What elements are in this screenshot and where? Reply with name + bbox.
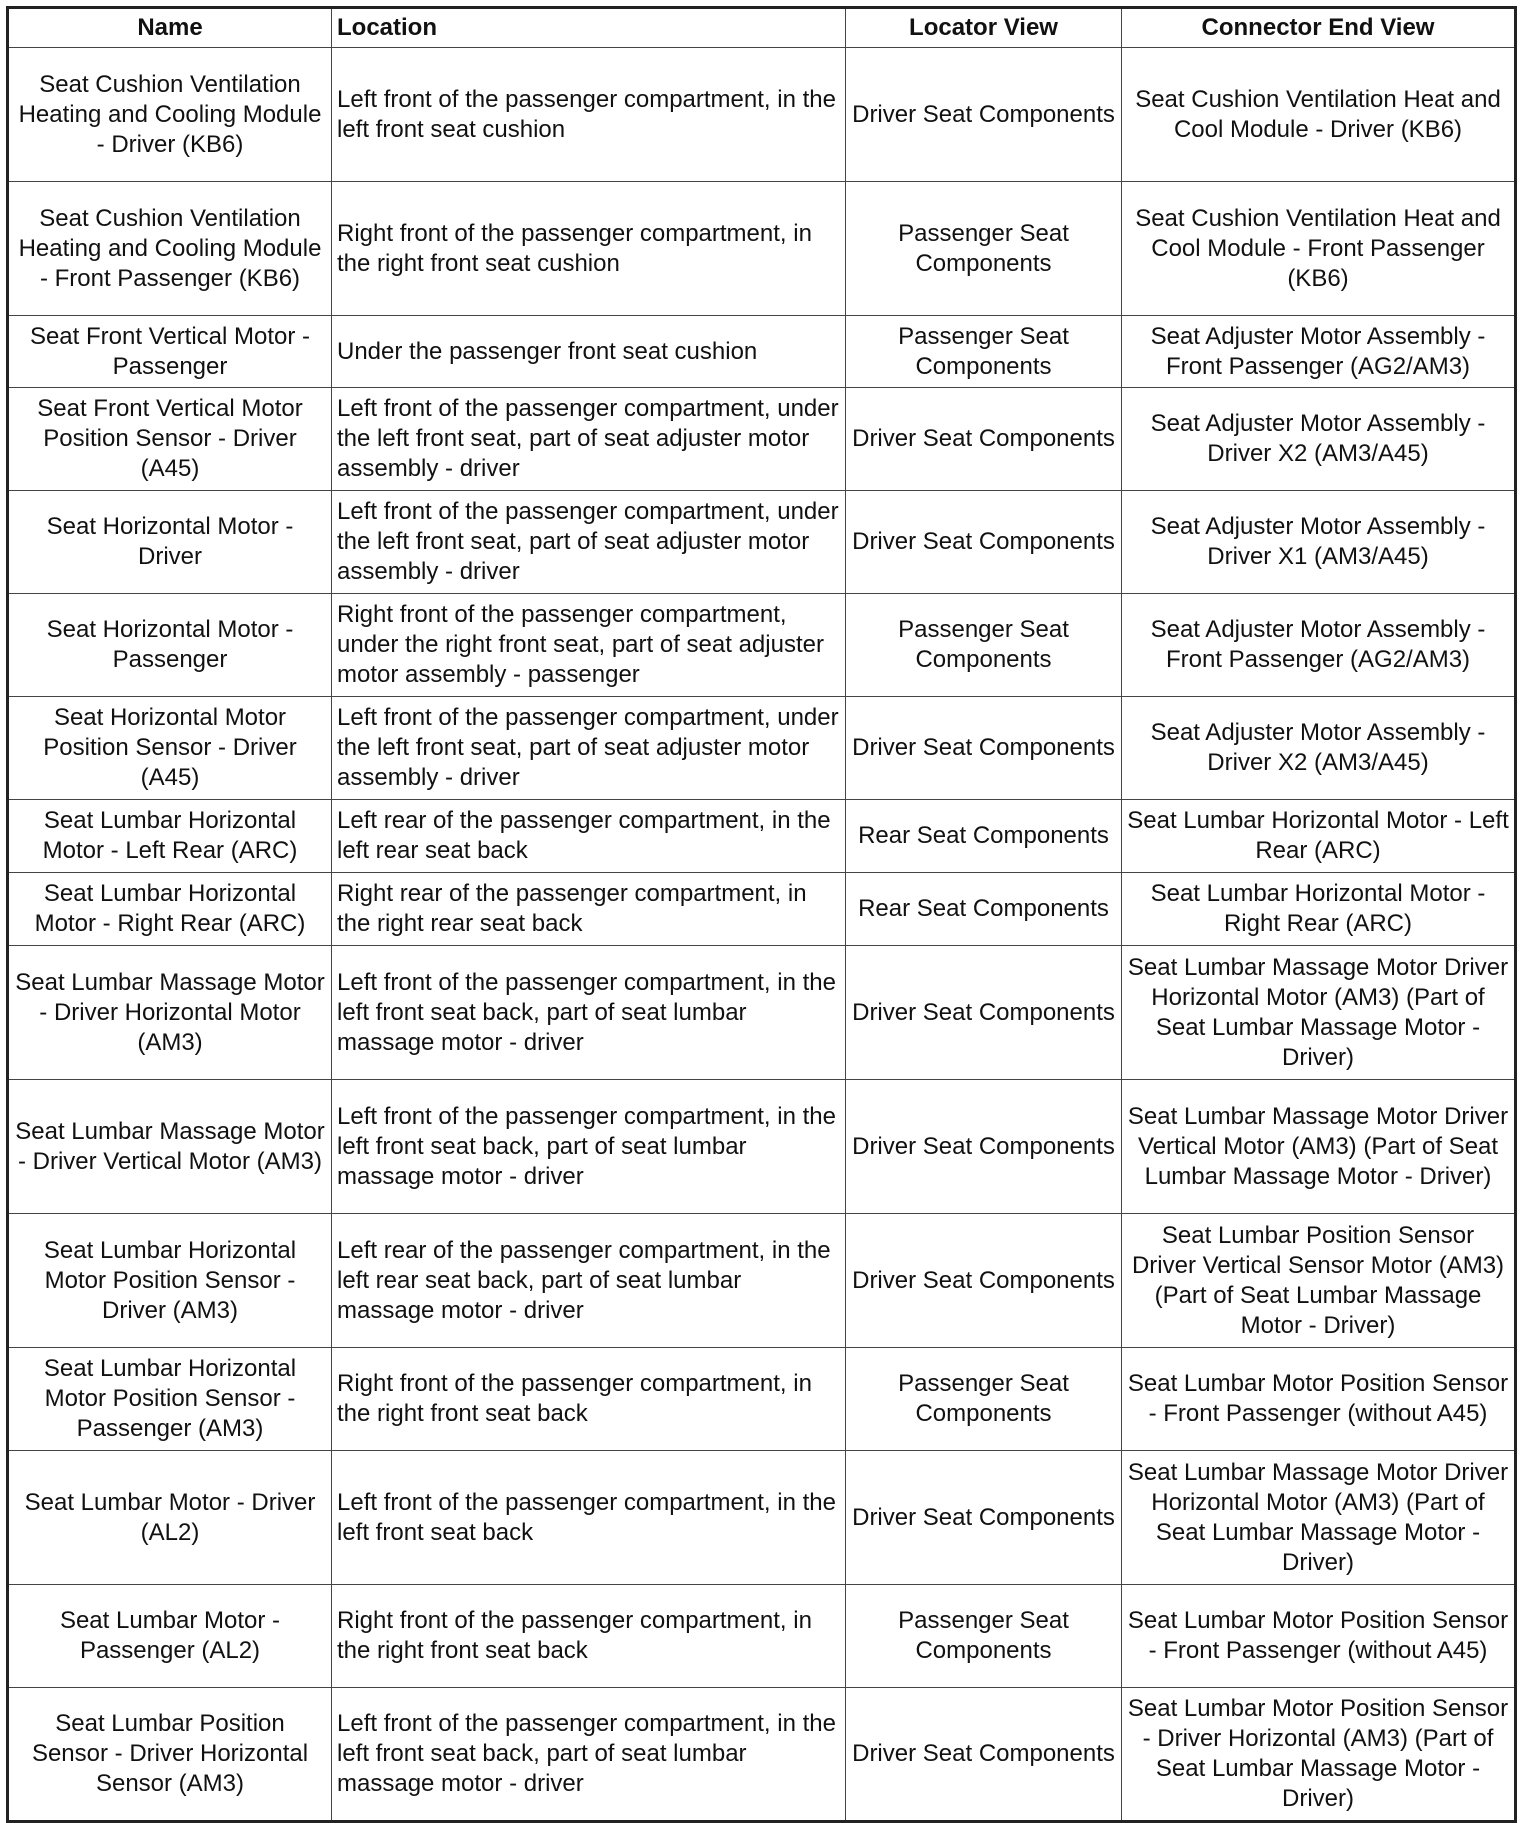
cell-locator-view: Passenger Seat Components bbox=[846, 594, 1122, 697]
cell-location: Left rear of the passenger compartment, in the left rear seat back bbox=[332, 800, 846, 873]
cell-location: Left front of the passenger compartment, under the left front seat, part of seat adjuster motor assembly - driver bbox=[332, 491, 846, 594]
cell-connector-end-view: Seat Lumbar Massage Motor Driver Horizontal Motor (AM3) (Part of Seat Lumbar Massage Motor - Driver) bbox=[1122, 1451, 1516, 1585]
cell-location: Right front of the passenger compartment, in the right front seat cushion bbox=[332, 182, 846, 316]
table-row bbox=[8, 316, 1516, 388]
column-header-locator-view: Locator View bbox=[846, 8, 1122, 48]
cell-name: Seat Lumbar Massage Motor - Driver Vertical Motor (AM3) bbox=[8, 1080, 332, 1214]
cell-location: Right rear of the passenger compartment, in the right rear seat back bbox=[332, 873, 846, 946]
table-header-row bbox=[8, 8, 1516, 48]
cell-locator-view: Driver Seat Components bbox=[846, 1080, 1122, 1214]
cell-name: Seat Lumbar Motor - Driver (AL2) bbox=[8, 1451, 332, 1585]
cell-locator-view: Driver Seat Components bbox=[846, 946, 1122, 1080]
cell-locator-view: Passenger Seat Components bbox=[846, 182, 1122, 316]
cell-location: Left front of the passenger compartment, under the left front seat, part of seat adjuster motor assembly - driver bbox=[332, 388, 846, 491]
cell-locator-view: Driver Seat Components bbox=[846, 697, 1122, 800]
cell-connector-end-view: Seat Adjuster Motor Assembly - Driver X2 (AM3/A45) bbox=[1122, 388, 1516, 491]
cell-connector-end-view: Seat Lumbar Motor Position Sensor - Front Passenger (without A45) bbox=[1122, 1585, 1516, 1688]
cell-location: Left front of the passenger compartment, in the left front seat back, part of seat lumbar massage motor - driver bbox=[332, 946, 846, 1080]
cell-connector-end-view: Seat Adjuster Motor Assembly - Front Passenger (AG2/AM3) bbox=[1122, 594, 1516, 697]
table-row bbox=[8, 491, 1516, 594]
table-row bbox=[8, 697, 1516, 800]
cell-location: Left front of the passenger compartment, in the left front seat back, part of seat lumbar massage motor - driver bbox=[332, 1688, 846, 1822]
cell-locator-view: Driver Seat Components bbox=[846, 1214, 1122, 1348]
cell-connector-end-view: Seat Lumbar Motor Position Sensor - Front Passenger (without A45) bbox=[1122, 1348, 1516, 1451]
cell-connector-end-view: Seat Lumbar Massage Motor Driver Horizontal Motor (AM3) (Part of Seat Lumbar Massage Motor - Driver) bbox=[1122, 946, 1516, 1080]
table-row bbox=[8, 182, 1516, 316]
table-row bbox=[8, 800, 1516, 873]
cell-connector-end-view: Seat Lumbar Massage Motor Driver Vertical Motor (AM3) (Part of Seat Lumbar Massage Motor - Driver) bbox=[1122, 1080, 1516, 1214]
cell-name: Seat Cushion Ventilation Heating and Cooling Module - Driver (KB6) bbox=[8, 48, 332, 182]
table-row bbox=[8, 1585, 1516, 1688]
cell-connector-end-view: Seat Cushion Ventilation Heat and Cool Module - Front Passenger (KB6) bbox=[1122, 182, 1516, 316]
table-row bbox=[8, 1080, 1516, 1214]
cell-locator-view: Rear Seat Components bbox=[846, 873, 1122, 946]
cell-name: Seat Horizontal Motor Position Sensor - Driver (A45) bbox=[8, 697, 332, 800]
cell-location: Right front of the passenger compartment, under the right front seat, part of seat adjuster motor assembly - passenger bbox=[332, 594, 846, 697]
cell-name: Seat Lumbar Horizontal Motor Position Sensor - Passenger (AM3) bbox=[8, 1348, 332, 1451]
cell-connector-end-view: Seat Lumbar Horizontal Motor - Left Rear (ARC) bbox=[1122, 800, 1516, 873]
cell-connector-end-view: Seat Adjuster Motor Assembly - Front Passenger (AG2/AM3) bbox=[1122, 316, 1516, 388]
column-header-connector-end-view: Connector End View bbox=[1122, 8, 1516, 48]
cell-location: Left front of the passenger compartment, in the left front seat back bbox=[332, 1451, 846, 1585]
cell-connector-end-view: Seat Lumbar Motor Position Sensor - Driver Horizontal (AM3) (Part of Seat Lumbar Massage Motor - Driver) bbox=[1122, 1688, 1516, 1822]
cell-locator-view: Driver Seat Components bbox=[846, 491, 1122, 594]
cell-connector-end-view: Seat Adjuster Motor Assembly - Driver X2 (AM3/A45) bbox=[1122, 697, 1516, 800]
cell-locator-view: Passenger Seat Components bbox=[846, 316, 1122, 388]
cell-location: Left front of the passenger compartment, in the left front seat cushion bbox=[332, 48, 846, 182]
table-row bbox=[8, 1451, 1516, 1585]
cell-name: Seat Horizontal Motor - Passenger bbox=[8, 594, 332, 697]
cell-locator-view: Rear Seat Components bbox=[846, 800, 1122, 873]
cell-name: Seat Lumbar Massage Motor - Driver Horizontal Motor (AM3) bbox=[8, 946, 332, 1080]
cell-location: Left front of the passenger compartment, under the left front seat, part of seat adjuster motor assembly - driver bbox=[332, 697, 846, 800]
component-locator-table-container bbox=[6, 6, 1514, 1823]
table-row bbox=[8, 1348, 1516, 1451]
cell-location: Left front of the passenger compartment, in the left front seat back, part of seat lumbar massage motor - driver bbox=[332, 1080, 846, 1214]
cell-name: Seat Lumbar Horizontal Motor - Right Rear (ARC) bbox=[8, 873, 332, 946]
cell-locator-view: Driver Seat Components bbox=[846, 388, 1122, 491]
table-row bbox=[8, 594, 1516, 697]
cell-name: Seat Front Vertical Motor - Passenger bbox=[8, 316, 332, 388]
cell-name: Seat Lumbar Horizontal Motor - Left Rear (ARC) bbox=[8, 800, 332, 873]
cell-name: Seat Cushion Ventilation Heating and Cooling Module - Front Passenger (KB6) bbox=[8, 182, 332, 316]
component-locator-table bbox=[6, 6, 1517, 1823]
cell-connector-end-view: Seat Lumbar Position Sensor Driver Vertical Sensor Motor (AM3) (Part of Seat Lumbar Massage Motor - Driver) bbox=[1122, 1214, 1516, 1348]
cell-connector-end-view: Seat Lumbar Horizontal Motor - Right Rear (ARC) bbox=[1122, 873, 1516, 946]
cell-locator-view: Passenger Seat Components bbox=[846, 1348, 1122, 1451]
table-row bbox=[8, 48, 1516, 182]
cell-location: Left rear of the passenger compartment, in the left rear seat back, part of seat lumbar massage motor - driver bbox=[332, 1214, 846, 1348]
table-row bbox=[8, 1214, 1516, 1348]
column-header-location: Location bbox=[332, 8, 846, 48]
cell-locator-view: Driver Seat Components bbox=[846, 1688, 1122, 1822]
table-row bbox=[8, 388, 1516, 491]
cell-locator-view: Passenger Seat Components bbox=[846, 1585, 1122, 1688]
cell-name: Seat Horizontal Motor - Driver bbox=[8, 491, 332, 594]
cell-connector-end-view: Seat Cushion Ventilation Heat and Cool Module - Driver (KB6) bbox=[1122, 48, 1516, 182]
column-header-name: Name bbox=[8, 8, 332, 48]
cell-name: Seat Lumbar Horizontal Motor Position Sensor - Driver (AM3) bbox=[8, 1214, 332, 1348]
cell-location: Right front of the passenger compartment, in the right front seat back bbox=[332, 1585, 846, 1688]
table-row bbox=[8, 873, 1516, 946]
cell-name: Seat Lumbar Motor - Passenger (AL2) bbox=[8, 1585, 332, 1688]
table-row bbox=[8, 946, 1516, 1080]
cell-location: Under the passenger front seat cushion bbox=[332, 316, 846, 388]
cell-location: Right front of the passenger compartment, in the right front seat back bbox=[332, 1348, 846, 1451]
cell-name: Seat Lumbar Position Sensor - Driver Horizontal Sensor (AM3) bbox=[8, 1688, 332, 1822]
cell-locator-view: Driver Seat Components bbox=[846, 1451, 1122, 1585]
cell-name: Seat Front Vertical Motor Position Sensor - Driver (A45) bbox=[8, 388, 332, 491]
cell-locator-view: Driver Seat Components bbox=[846, 48, 1122, 182]
table-row bbox=[8, 1688, 1516, 1822]
cell-connector-end-view: Seat Adjuster Motor Assembly - Driver X1 (AM3/A45) bbox=[1122, 491, 1516, 594]
